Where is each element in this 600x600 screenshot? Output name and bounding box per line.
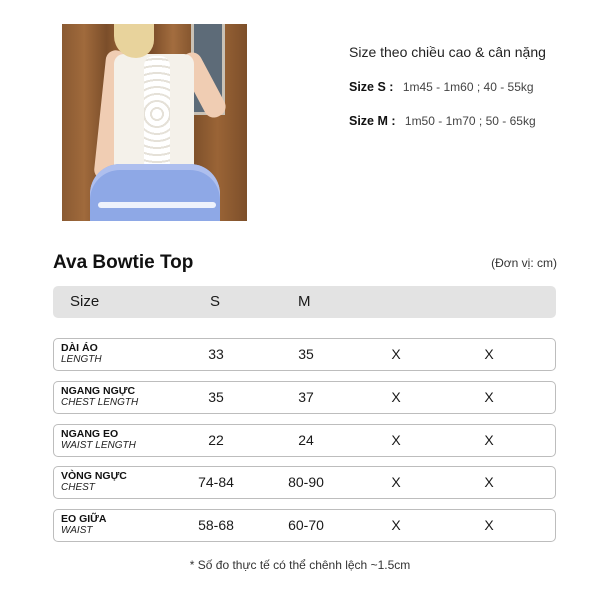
product-title: Ava Bowtie Top xyxy=(53,252,194,273)
cell-col4: X xyxy=(484,346,494,362)
header-size: Size xyxy=(70,293,100,310)
row-label xyxy=(61,513,106,537)
row-label-vi: EO GIỮA xyxy=(61,513,107,525)
row-label-vi: NGANG NGỰC xyxy=(61,385,136,397)
row-label xyxy=(61,470,127,494)
cell-m: 35 xyxy=(298,346,314,362)
table-row xyxy=(53,424,556,457)
row-label xyxy=(61,342,102,366)
cell-col4: X xyxy=(484,517,494,533)
cell-s: 22 xyxy=(208,432,224,448)
product-photo xyxy=(62,24,247,221)
size-info-label: Size M : xyxy=(349,114,396,128)
cell-col3: X xyxy=(391,389,401,405)
size-info xyxy=(349,44,546,128)
cell-m: 60-70 xyxy=(288,517,324,533)
row-label-en: CHEST xyxy=(61,482,95,493)
size-info-heading: Size theo chiều cao & cân nặng xyxy=(349,44,546,60)
cell-col4: X xyxy=(484,389,494,405)
table-row xyxy=(53,381,556,414)
row-label xyxy=(61,385,138,409)
header-s: S xyxy=(210,293,221,310)
size-info-row-s xyxy=(349,80,534,94)
row-label-vi: DÀI ÁO xyxy=(61,342,98,354)
row-label xyxy=(61,428,136,452)
table-header xyxy=(53,286,556,318)
row-label-en: LENGTH xyxy=(61,354,102,365)
cell-col3: X xyxy=(391,432,401,448)
table-row xyxy=(53,338,556,371)
row-label-en: CHEST LENGTH xyxy=(61,397,139,408)
table-row xyxy=(53,466,556,499)
header-m: M xyxy=(298,293,311,310)
measurement-note: * Số đo thực tế có thể chênh lệch ~1.5cm xyxy=(189,558,411,572)
unit-label: (Đơn vị: cm) xyxy=(491,256,557,270)
size-info-label: Size S : xyxy=(349,80,394,94)
row-label-en: WAIST xyxy=(61,525,93,536)
cell-s: 35 xyxy=(208,389,224,405)
cell-col3: X xyxy=(391,474,401,490)
cell-col3: X xyxy=(391,517,401,533)
cell-s: 33 xyxy=(208,346,224,362)
photo-skirt-trim xyxy=(98,202,216,208)
row-label-en: WAIST LENGTH xyxy=(61,440,136,451)
photo-ruffle xyxy=(144,56,170,172)
cell-m: 24 xyxy=(298,432,314,448)
size-info-row-m xyxy=(349,114,536,128)
size-info-value: 1m45 - 1m60 ; 40 - 55kg xyxy=(402,80,534,94)
table-row xyxy=(53,509,556,542)
cell-m: 37 xyxy=(298,389,314,405)
row-label-vi: VÒNG NGỰC xyxy=(61,470,127,482)
cell-col4: X xyxy=(484,474,494,490)
cell-s: 58-68 xyxy=(198,517,234,533)
row-label-vi: NGANG EO xyxy=(61,428,119,440)
cell-col3: X xyxy=(391,346,401,362)
cell-s: 74-84 xyxy=(198,474,234,490)
size-info-value: 1m50 - 1m70 ; 50 - 65kg xyxy=(404,114,536,128)
cell-col4: X xyxy=(484,432,494,448)
photo-skirt xyxy=(90,164,220,221)
cell-m: 80-90 xyxy=(288,474,324,490)
